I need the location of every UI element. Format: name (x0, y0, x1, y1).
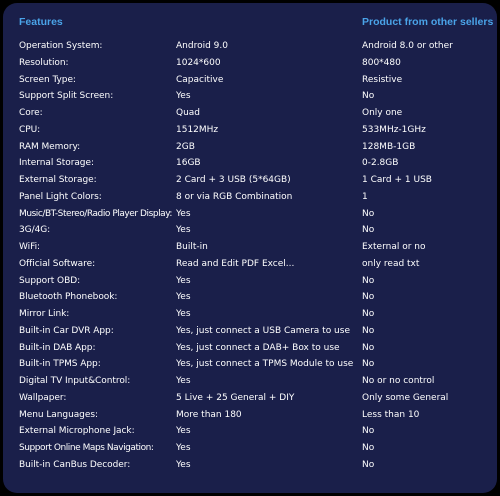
feature-label: Screen Type: (19, 74, 76, 85)
feature-label: External Microphone Jack: (19, 426, 135, 437)
feature-label: Support Online Maps Navigation: (19, 443, 154, 453)
table-row (3, 206, 497, 223)
table-row (3, 423, 497, 440)
our-product-value: Capacitive (176, 74, 224, 85)
our-product-value: Yes, just connect a TPMS Module to use (176, 359, 354, 370)
our-product-value: More than 180 (176, 409, 242, 420)
our-product-value: 1024*600 (176, 57, 221, 68)
feature-label: Internal Storage: (19, 158, 94, 169)
table-row (3, 323, 497, 340)
other-seller-value: External or no (362, 242, 426, 252)
feature-label: RAM Memory: (19, 141, 81, 152)
table-row (3, 440, 497, 457)
other-seller-value: No (362, 342, 375, 353)
our-product-value: Yes (176, 208, 191, 219)
table-row (3, 189, 497, 206)
table-row (3, 139, 497, 156)
feature-label: 3G/4G: (19, 225, 51, 236)
feature-label: External Storage: (19, 175, 97, 185)
other-seller-value: 1 (362, 191, 368, 202)
other-seller-value: No (362, 359, 375, 370)
other-sellers-column-header: Product from other sellers (362, 16, 494, 28)
table-row (3, 356, 497, 373)
table-row (3, 373, 497, 390)
feature-label: Mirror Link: (19, 309, 70, 319)
table-header (3, 16, 497, 32)
feature-label: Digital TV Input&Control: (19, 376, 131, 386)
other-seller-value: No (362, 459, 375, 470)
feature-label: Core: (19, 108, 43, 118)
feature-label: Official Software: (19, 258, 96, 269)
our-product-value: 1512MHz (176, 124, 219, 135)
other-seller-value: No (362, 225, 375, 236)
other-seller-value: No (362, 443, 375, 453)
other-seller-value: Only some General (362, 392, 449, 403)
table-row (3, 222, 497, 239)
table-row (3, 172, 497, 189)
table-row (3, 155, 497, 172)
other-seller-value: No (362, 292, 375, 303)
our-product-value: Read and Edit PDF Excel... (176, 258, 295, 269)
feature-label: Built-in CanBus Decoder: (19, 459, 131, 470)
other-seller-value: only read txt (362, 258, 420, 269)
table-row (3, 289, 497, 306)
other-seller-value: No or no control (362, 376, 435, 386)
other-seller-value: 0-2.8GB (362, 158, 399, 169)
other-seller-value: No (362, 91, 375, 102)
other-seller-value: Less than 10 (362, 409, 420, 420)
table-row (3, 273, 497, 290)
other-seller-value: No (362, 208, 375, 219)
our-product-value: 8 or via RGB Combination (176, 191, 293, 202)
feature-label: Built-in DAB App: (19, 342, 96, 353)
our-product-value: Yes (176, 225, 191, 236)
feature-label: Menu Languages: (19, 409, 98, 420)
feature-label: Support OBD: (19, 275, 81, 286)
table-row (3, 88, 497, 105)
feature-label: Bluetooth Phonebook: (19, 292, 118, 303)
table-row (3, 390, 497, 407)
feature-label: Operation System: (19, 41, 103, 51)
our-product-value: Quad (176, 108, 201, 118)
other-seller-value: No (362, 325, 375, 336)
table-row (3, 457, 497, 474)
our-product-value: Yes, just connect a USB Camera to use (176, 325, 350, 336)
our-product-value: Yes (176, 91, 191, 102)
feature-label: Resolution: (19, 57, 69, 68)
other-seller-value: No (362, 309, 375, 319)
our-product-value: Yes (176, 459, 191, 470)
other-seller-value: Only one (362, 108, 403, 118)
feature-label: Support Split Screen: (19, 91, 114, 102)
our-product-value: Yes (176, 275, 191, 286)
our-product-value: Built-in (176, 242, 208, 252)
table-row (3, 122, 497, 139)
other-seller-value: 533MHz-1GHz (362, 124, 426, 135)
table-row (3, 105, 497, 122)
table-row (3, 306, 497, 323)
our-product-value: 2 Card + 3 USB (5*64GB) (176, 175, 291, 185)
table-row (3, 407, 497, 424)
our-product-value: Yes (176, 376, 191, 386)
table-row (3, 256, 497, 273)
our-product-value: 16GB (176, 158, 201, 169)
our-product-value: Yes (176, 443, 191, 453)
other-seller-value: 800*480 (362, 57, 401, 68)
other-seller-value: 1 Card + 1 USB (362, 175, 432, 185)
other-seller-value: 128MB-1GB (362, 141, 416, 152)
feature-label: WiFi: (19, 242, 41, 252)
comparison-table (3, 38, 497, 474)
other-seller-value: No (362, 426, 375, 437)
our-product-value: 2GB (176, 141, 195, 152)
comparison-panel (3, 3, 497, 493)
our-product-value: Yes (176, 292, 191, 303)
other-seller-value: No (362, 275, 375, 286)
our-product-value: Yes (176, 426, 191, 437)
our-product-value: Yes (176, 309, 191, 319)
feature-label: Built-in Car DVR App: (19, 325, 114, 336)
feature-label: CPU: (19, 124, 41, 135)
table-row (3, 55, 497, 72)
table-row (3, 72, 497, 89)
feature-label: Music/BT-Stereo/Radio Player Display: (19, 208, 173, 219)
feature-label: Wallpaper: (19, 392, 67, 403)
our-product-value: Android 9.0 (176, 41, 228, 51)
table-row (3, 340, 497, 357)
feature-label: Built-in TPMS App: (19, 359, 101, 370)
feature-label: Panel Light Colors: (19, 191, 102, 202)
other-seller-value: Resistive (362, 74, 403, 85)
other-seller-value: Android 8.0 or other (362, 41, 453, 51)
our-product-value: Yes, just connect a DAB+ Box to use (176, 342, 340, 353)
our-product-value: 5 Live + 25 General + DIY (176, 392, 295, 403)
table-row (3, 38, 497, 55)
table-row (3, 239, 497, 256)
features-column-header: Features (19, 16, 63, 28)
